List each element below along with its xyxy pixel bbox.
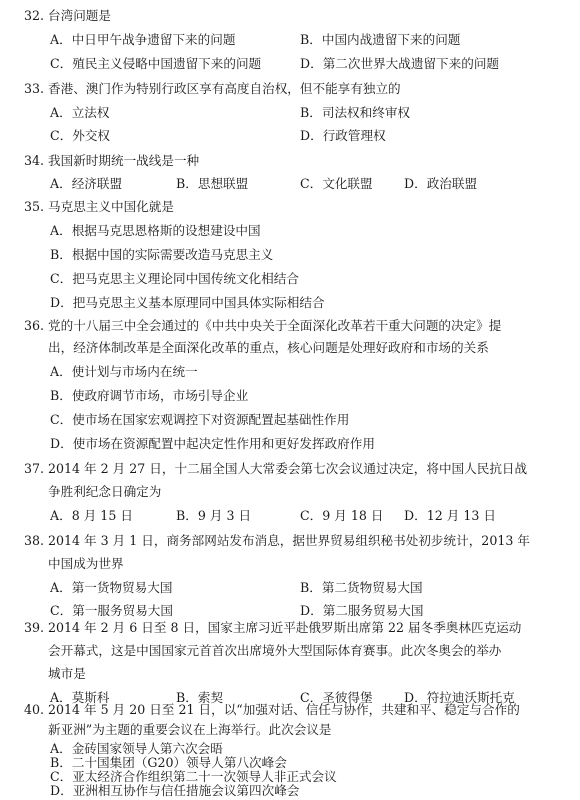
option-a: A．莫斯科 — [50, 690, 110, 705]
question-number: 40. — [24, 702, 45, 717]
option-c: C．圣彼得堡 — [300, 690, 373, 705]
question-stem-continued: 会开幕式，这是中国国家元首首次出席境外大型国际体育赛事。此次冬奥会的举办 — [48, 643, 502, 658]
option-d: D．第二次世界大战遗留下来的问题 — [300, 56, 500, 71]
question-number: 33. — [24, 81, 45, 96]
option-d: D．使市场在资源配置中起决定性作用和更好发挥政府作用 — [50, 436, 375, 451]
question-number: 39. — [24, 620, 45, 635]
option-c: C．把马克思主义理论同中国传统文化相结合 — [50, 271, 299, 286]
option-b: B．索契 — [176, 690, 224, 705]
option-d: D．行政管理权 — [300, 128, 386, 143]
option-d: D．政治联盟 — [404, 176, 478, 191]
option-a: A．使计划与市场内在统一 — [50, 364, 198, 379]
question-stem-continued: 争胜利纪念日确定为 — [48, 484, 162, 499]
question-number: 36. — [24, 318, 45, 333]
question-stem: 党的十八届三中全会通过的《中共中央关于全面深化改革若干重大问题的决定》提 — [48, 318, 502, 333]
option-a: A．立法权 — [50, 105, 110, 120]
option-a: A．8 月 15 日 — [50, 508, 133, 523]
option-a: A．金砖国家领导人第六次会晤 — [50, 741, 223, 756]
option-a: A．中日甲午战争遗留下来的问题 — [50, 32, 236, 47]
question-stem-continued: 新亚洲”为主题的重要会议在上海举行。此次会议是 — [48, 722, 332, 737]
option-b: B．使政府调节市场，市场引导企业 — [50, 388, 249, 403]
option-b: B．9 月 3 日 — [176, 508, 252, 523]
option-c: C．殖民主义侵略中国遗留下来的问题 — [50, 56, 262, 71]
question-stem: 2014 年 2 月 6 日至 8 日，国家主席习近平赴俄罗斯出席第 22 届冬季奥林匹克运动 — [48, 620, 522, 635]
option-d: D．亚洲相互协作与信任措施会议第四次峰会 — [50, 783, 300, 798]
option-a: A．经济联盟 — [50, 176, 123, 191]
option-c: C．使市场在国家宏观调控下对资源配置起基础性作用 — [50, 412, 350, 427]
question-number: 35. — [24, 199, 45, 214]
question-stem: 台湾问题是 — [48, 8, 111, 23]
option-a: A．根据马克思恩格斯的设想建设中国 — [50, 223, 261, 238]
option-d: D．12 月 13 日 — [404, 508, 496, 523]
option-c: C．外交权 — [50, 128, 111, 143]
option-d: D．把马克思主义基本原理同中国具体实际相结合 — [50, 295, 325, 310]
option-d: D．符拉迪沃斯托克 — [404, 690, 515, 705]
option-b: B．思想联盟 — [176, 176, 249, 191]
question-stem-continued: 中国成为世界 — [48, 556, 124, 571]
question-stem-continued: 出，经济体制改革是全面深化改革的重点，核心问题是处理好政府和市场的关系 — [48, 340, 489, 355]
question-number: 37. — [24, 461, 45, 476]
question-stem: 香港、澳门作为特别行政区享有高度自治权，但不能享有独立的 — [48, 81, 401, 96]
option-c: C．文化联盟 — [300, 176, 373, 191]
question-stem: 我国新时期统一战线是一种 — [48, 153, 200, 168]
option-d: D．第二服务贸易大国 — [300, 603, 424, 618]
option-c: C．亚太经济合作组织第二十一次领导人非正式会议 — [50, 769, 337, 784]
option-c: C．第一服务贸易大国 — [50, 603, 173, 618]
question-number: 34. — [24, 153, 45, 168]
question-stem: 2014 年 5 月 20 日至 21 日，以“加强对话、信任与协作，共建和平、稳定与合作的 — [48, 702, 520, 717]
question-stem: 马克思主义中国化就是 — [48, 199, 174, 214]
option-b: B．司法权和终审权 — [300, 105, 411, 120]
option-b: B．根据中国的实际需要改造马克思主义 — [50, 247, 274, 262]
question-number: 38. — [24, 533, 45, 548]
question-stem-continued: 城市是 — [48, 666, 86, 681]
option-b: B．中国内战遗留下来的问题 — [300, 32, 461, 47]
question-number: 32. — [24, 8, 45, 23]
option-a: A．第一货物贸易大国 — [50, 580, 173, 595]
option-b: B．第二货物贸易大国 — [300, 580, 423, 595]
option-b: B．二十国集团（G20）领导人第八次峰会 — [50, 755, 287, 770]
option-c: C．9 月 18 日 — [300, 508, 384, 523]
question-stem: 2014 年 3 月 1 日，商务部网站发布消息，据世界贸易组织秘书处初步统计，2013 年 — [48, 533, 530, 548]
question-stem: 2014 年 2 月 27 日，十二届全国人大常委会第七次会议通过决定，将中国人民抗日战 — [48, 461, 528, 476]
